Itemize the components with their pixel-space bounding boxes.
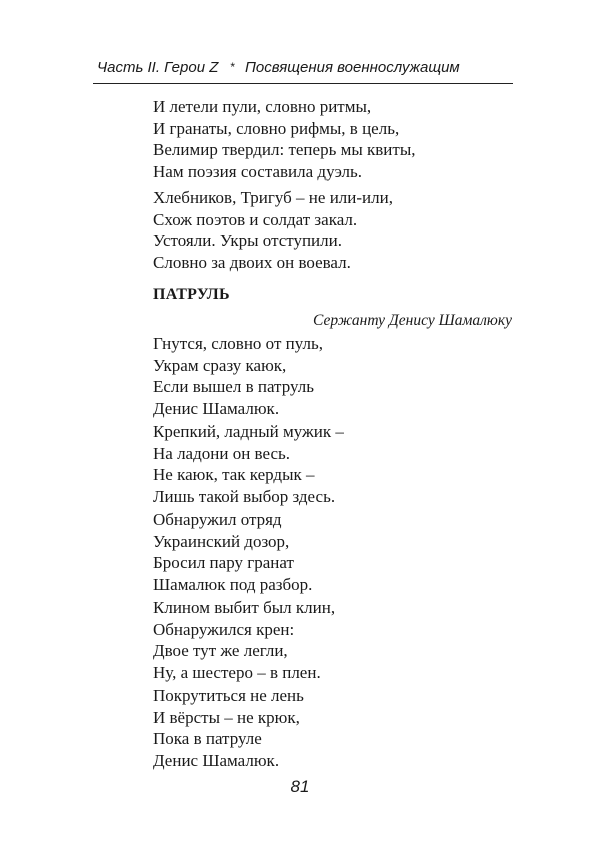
verse-line: Денис Шамалюк. [153, 750, 280, 770]
previous-poem-stanza-2 [153, 187, 393, 273]
verse-line: На ладони он весь. [153, 443, 290, 463]
verse-line: Шамалюк под разбор. [153, 574, 313, 594]
verse-line: Лишь такой выбор здесь. [153, 486, 336, 506]
verse-line: Хлебников, Тригуб – не или-или, [153, 188, 393, 207]
previous-poem-stanza-1 [153, 96, 416, 182]
verse-line: Велимир твердил: теперь мы квиты, [153, 140, 416, 160]
poem-dedication: Сержанту Денису Шамалюку [313, 312, 512, 329]
poem-stanza-4 [153, 597, 335, 683]
verse-line: Крепкий, ладный мужик – [153, 422, 344, 441]
header-rule [93, 83, 513, 84]
poem-stanza-5 [153, 685, 304, 771]
verse-line: Устояли. Укры отступили. [153, 231, 342, 251]
verse-line: Не каюк, так кердык – [153, 465, 315, 485]
poem-title: ПАТРУЛЬ [153, 286, 230, 303]
verse-line: Нам поэзия составила дуэль. [153, 161, 363, 181]
page-number: 81 [290, 777, 310, 796]
verse-line: Словно за двоих он воевал. [153, 252, 351, 272]
verse-line: Пока в патруле [153, 729, 262, 749]
verse-line: Денис Шамалюк. [153, 398, 280, 418]
verse-line: И летели пули, словно ритмы, [153, 97, 372, 116]
verse-line: Украинский дозор, [153, 531, 290, 551]
verse-line: Схож поэтов и солдат закал. [153, 209, 358, 229]
verse-line: Двое тут же легли, [153, 641, 288, 661]
verse-line: Ну, а шестеро – в плен. [153, 662, 321, 682]
poem-stanza-3 [153, 509, 312, 595]
verse-line: И гранаты, словно рифмы, в цель, [153, 118, 400, 138]
running-head-section-title: Посвящения военнослужащим [245, 59, 460, 76]
verse-line: Обнаружился крен: [153, 619, 295, 639]
verse-line: Гнутся, словно от пуль, [153, 334, 323, 353]
verse-line: Покрутиться не лень [153, 686, 304, 705]
verse-line: Если вышел в патруль [153, 377, 314, 397]
running-head-separator: * [230, 60, 236, 74]
poem-stanza-1 [153, 333, 323, 419]
running-head [97, 58, 513, 80]
running-head-part-title: Часть II. Герои Z [97, 59, 219, 76]
verse-line: Обнаружил отряд [153, 510, 282, 529]
verse-line: Украм сразу каюк, [153, 355, 287, 375]
poem-stanza-2 [153, 421, 344, 507]
verse-line: Клином выбит был клин, [153, 598, 336, 617]
verse-line: Бросил пару гранат [153, 553, 294, 573]
verse-line: И вёрсты – не крюк, [153, 707, 300, 727]
